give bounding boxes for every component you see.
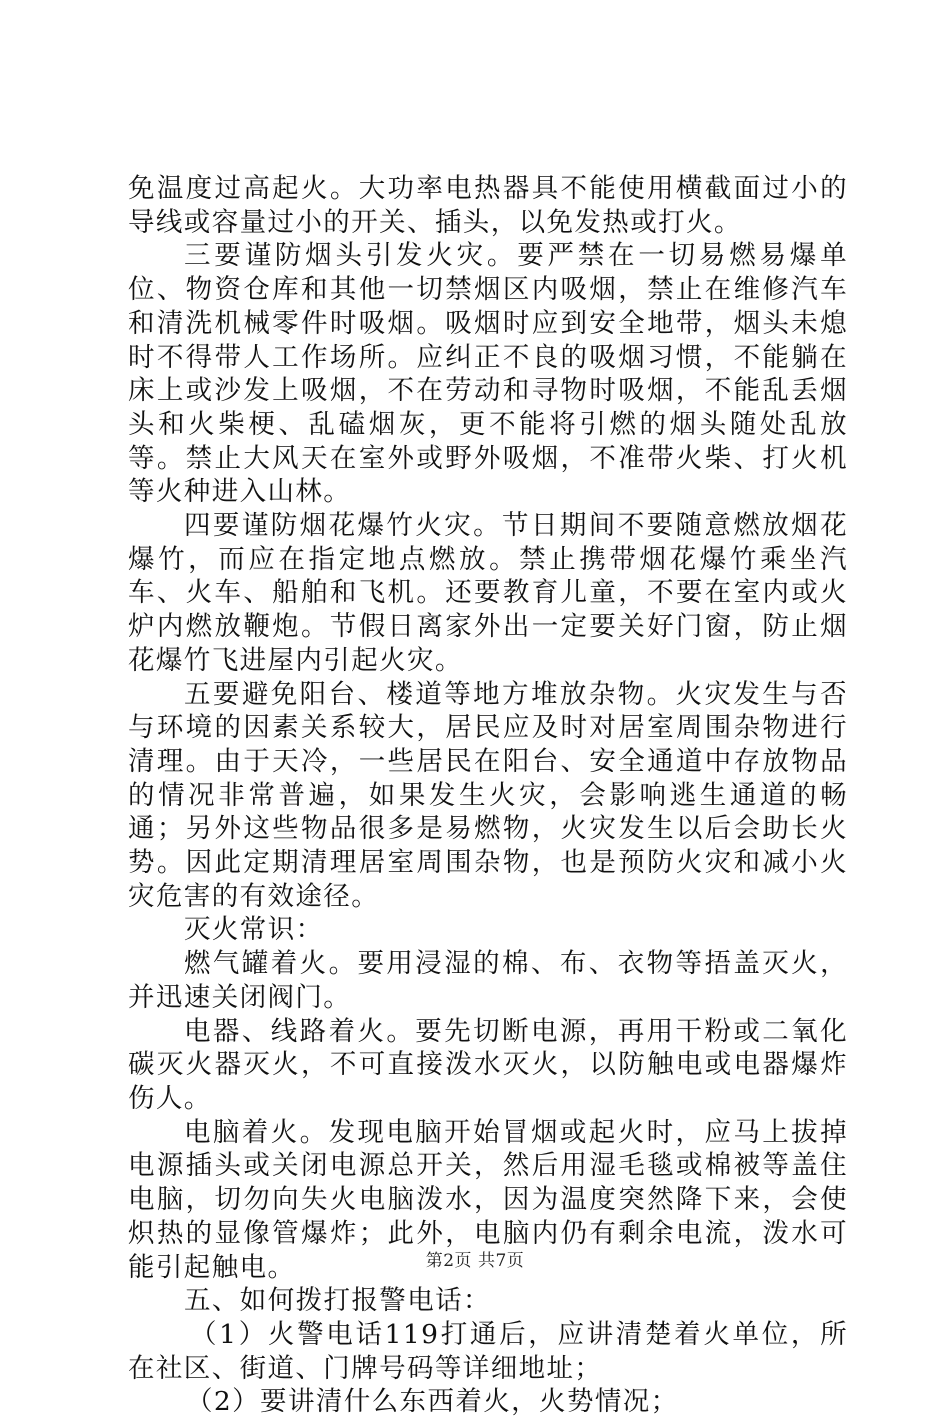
list-item-2: （2）要讲清什么东西着火，火势情况； <box>186 1386 679 1418</box>
document-body <box>128 172 848 1419</box>
page-footer: 第2页 共7页 <box>425 1251 525 1271</box>
paragraph-computer: 电脑着火。发现电脑开始冒烟或起火时，应马上拔掉电源插头或关闭电源总开关，然后用湿毛毯或棉被等盖住电脑，切勿向失火电脑泼水，因为温度突然降下来，会使炽热的显像管爆炸；此外，电脑内仍有剩余电流，泼水可能引起触电。 <box>128 1116 848 1283</box>
paragraph-continuation: 免温度过高起火。大功率电热器具不能使用横截面过小的导线或容量过小的开关、插头，以免发热或打火。 <box>128 173 848 238</box>
heading-alarm-call: 五、如何拨打报警电话： <box>184 1285 491 1317</box>
heading-extinguish-knowledge: 灭火常识： <box>184 914 324 946</box>
paragraph-electrical: 电器、线路着火。要先切断电源，再用干粉或二氧化碳灭火器灭火，不可直接泼水灭火，以防触电或电器爆炸伤人。 <box>128 1015 848 1114</box>
paragraph-fireworks: 四要谨防烟花爆竹火灾。节日期间不要随意燃放烟花爆竹，而应在指定地点燃放。禁止携带烟花爆竹乘坐汽车、火车、船舶和飞机。还要教育儿童，不要在室内或火炉内燃放鞭炮。节假日离家外出一定要关好门窗，防止烟花爆竹飞进屋内引起火灾。 <box>128 510 848 676</box>
paragraph-cigarette: 三要谨防烟头引发火灾。要严禁在一切易燃易爆单位、物资仓库和其他一切禁烟区内吸烟，禁止在维修汽车和清洗机械零件时吸烟。吸烟时应到安全地带，烟头未熄时不得带人工作场所。应纠正不良的吸烟习惯，不能躺在床上或沙发上吸烟，不在劳动和寻物时吸烟，不能乱丢烟头和火柴梗、乱磕烟灰，更不能将引燃的烟头随处乱放等。禁止大风天在室外或野外吸烟，不准带火柴、打火机等火种进入山林。 <box>128 240 848 508</box>
paragraph-gas-tank: 燃气罐着火。要用浸湿的棉、布、衣物等捂盖灭火，并迅速关闭阀门。 <box>128 948 848 1013</box>
list-item-1: （1）火警电话119打通后，应讲清楚着火单位，所在社区、街道、门牌号码等详细地址； <box>128 1318 848 1384</box>
paragraph-balcony: 五要避免阳台、楼道等地方堆放杂物。火灾发生与否与环境的因素关系较大，居民应及时对居室周围杂物进行清理。由于天冷，一些居民在阳台、安全通道中存放物品的情况非常普遍，如果发生火灾，会影响逃生通道的畅通；另外这些物品很多是易燃物，火灾发生以后会助长火势。因此定期清理居室周围杂物，也是预防火灾和减小火灾危害的有效途径。 <box>128 678 848 912</box>
